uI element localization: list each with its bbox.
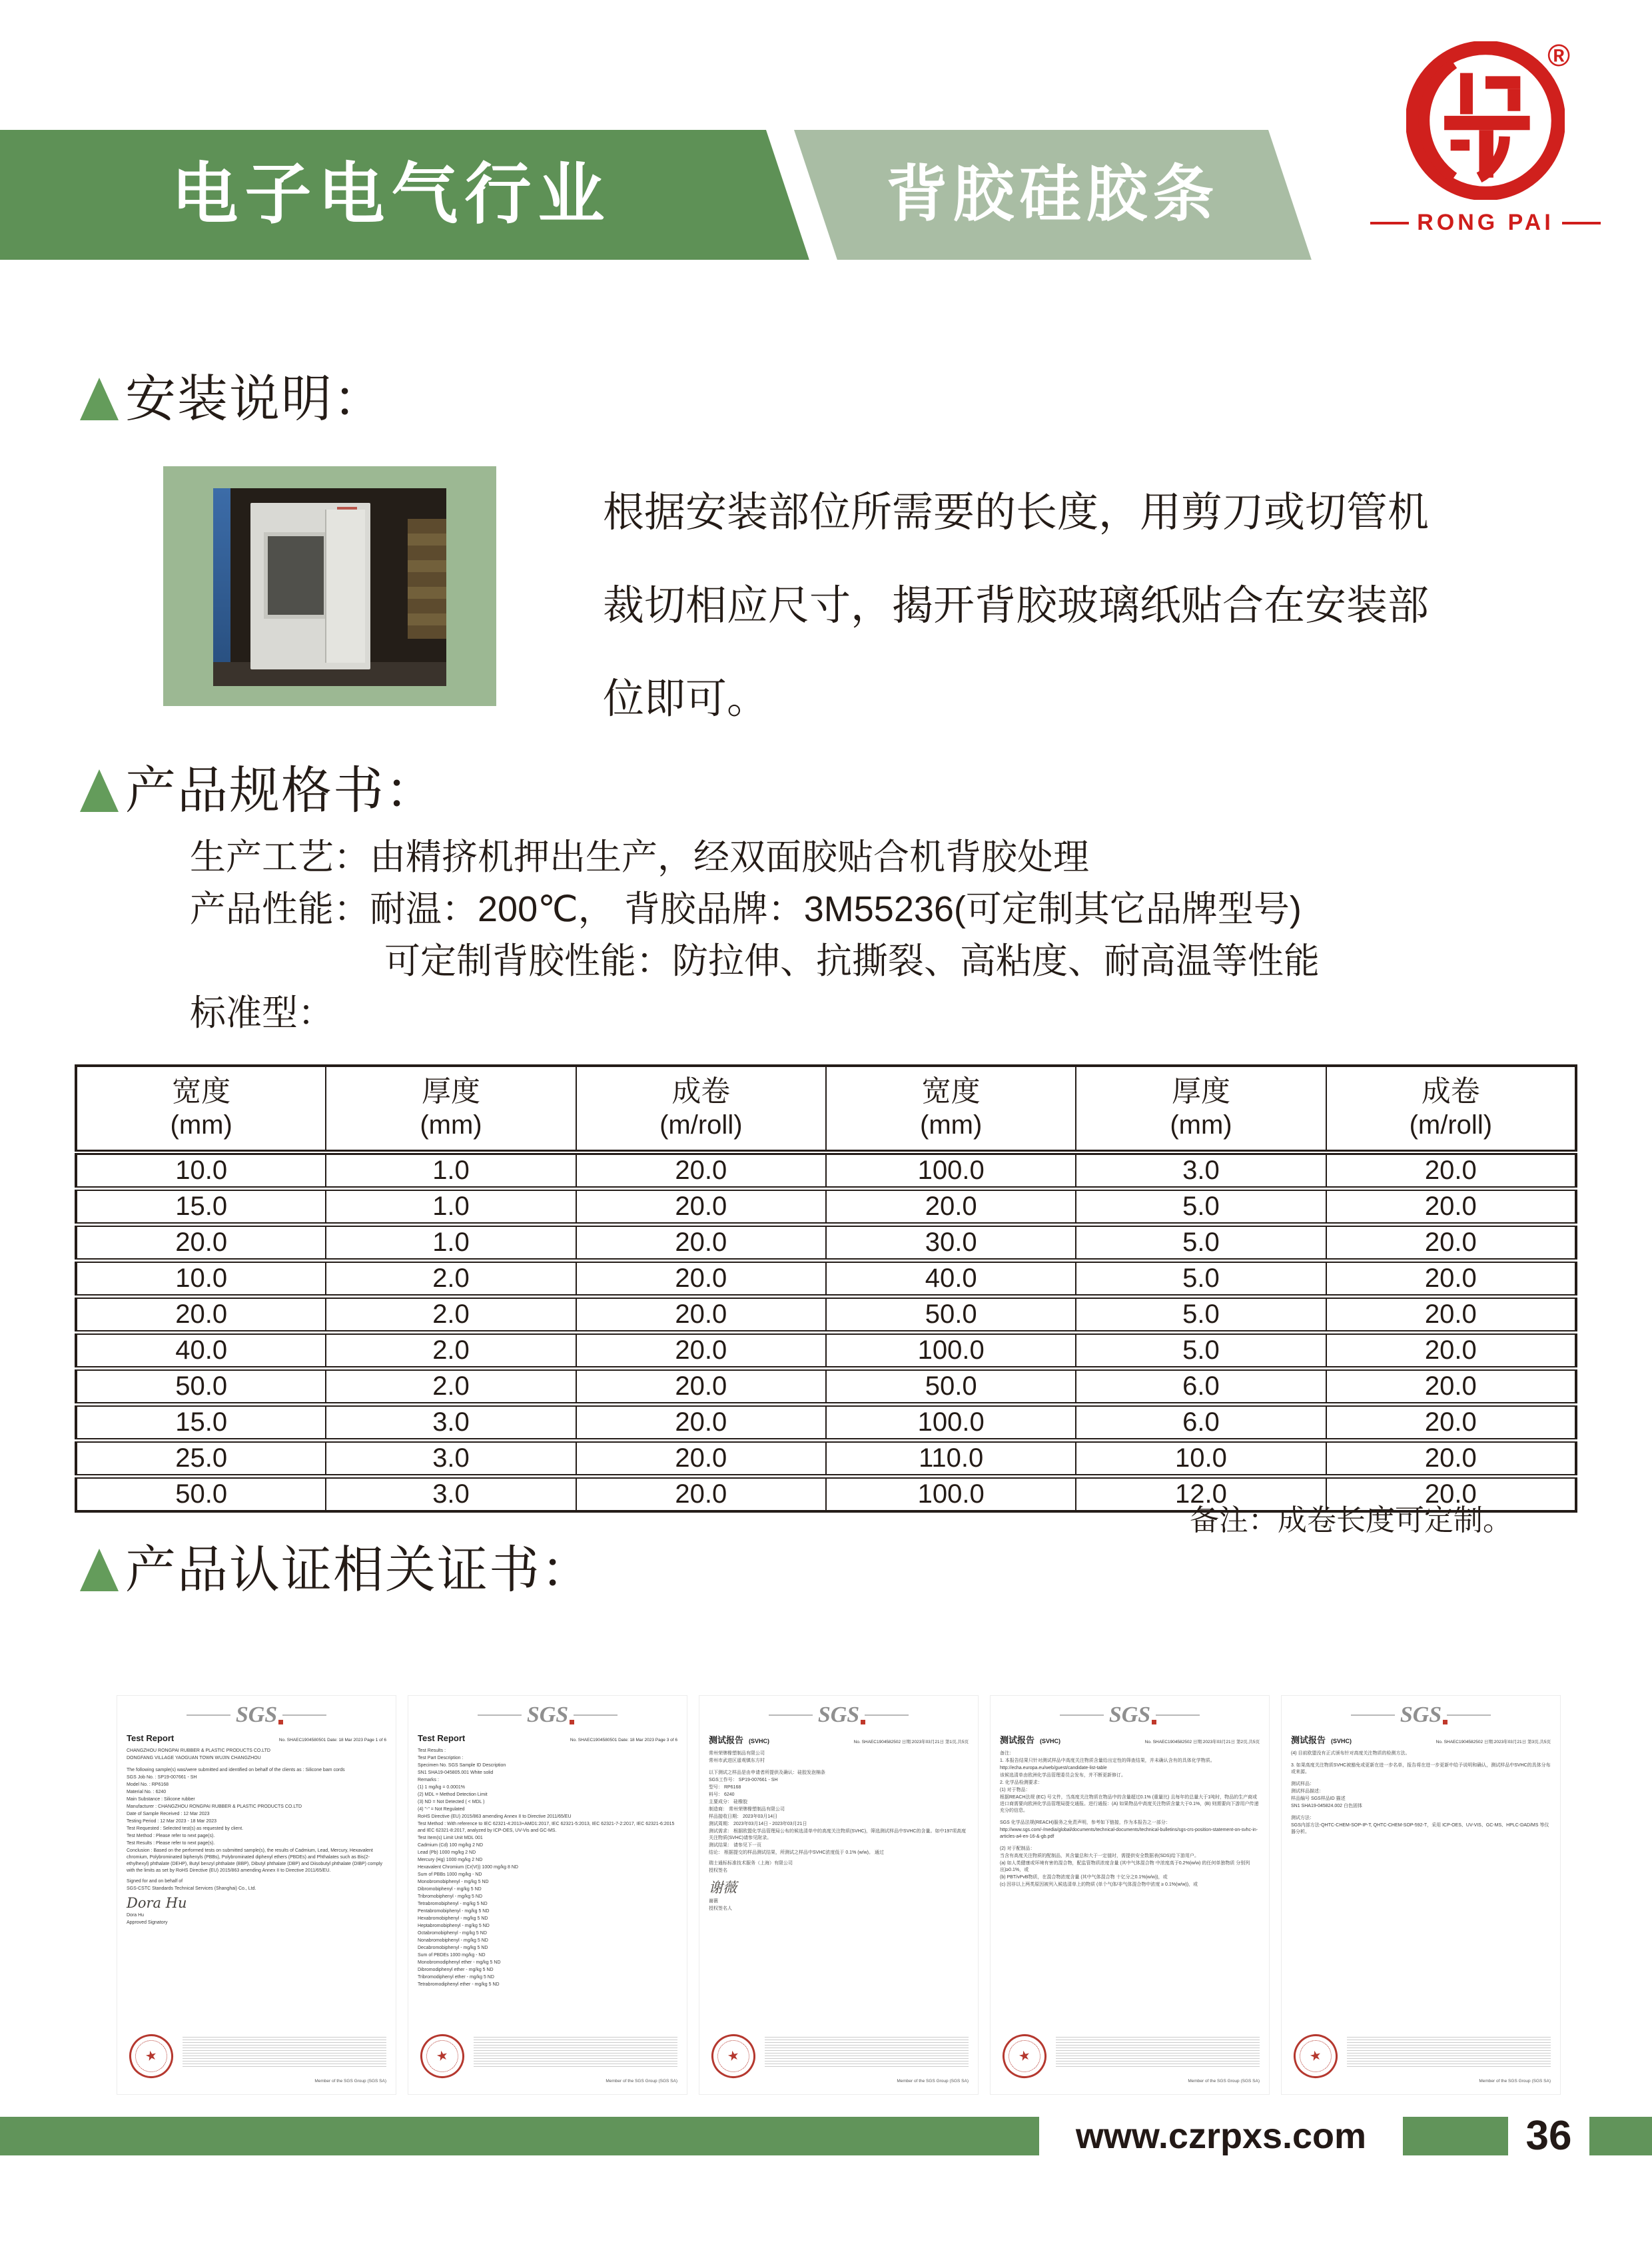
table-cell: 100.0	[826, 1477, 1076, 1512]
text-line: Test Part Description :	[418, 1756, 464, 1760]
text-line	[1000, 1841, 1260, 1845]
text-line: The following sample(s) was/were submitted and identified on behalf of the clients as : Silicone bam cords	[127, 1768, 345, 1772]
text-line: Specimen No. SGS Sample ID Description	[418, 1763, 506, 1768]
table-cell: 20.0	[1326, 1405, 1576, 1441]
text-line: 以下测试之样品是由申请者所提供及确认：硅胶发泡棉条	[709, 1770, 825, 1775]
spec-text	[190, 831, 1522, 1039]
text-line: SGS工作号： SP19-007661 - SH	[709, 1778, 778, 1782]
certificate-1	[117, 1695, 396, 2095]
fine-print	[765, 2037, 969, 2068]
table-cell: 1.0	[326, 1189, 576, 1225]
sgs-logo: SGS	[709, 1704, 969, 1726]
text-line: (4) 目前欧盟没有正式颁布针对高度关注物质的检测方法。	[1291, 1751, 1410, 1756]
table-cell: 2.0	[326, 1333, 576, 1369]
cert-footer	[127, 2030, 386, 2089]
text-line: 根据安装部位所需要的长度，用剪刀或切管机	[603, 490, 1430, 536]
cert-footer	[418, 2030, 677, 2089]
table-row	[76, 1297, 1576, 1333]
table-cell: 20.0	[76, 1225, 326, 1261]
table-row	[76, 1189, 1576, 1225]
text-line: http://echa.europa.eu/web/guest/candidate-list-table	[1000, 1766, 1107, 1770]
text-line: Tribromobiphenyl - mg/kg 5 ND	[418, 1894, 482, 1899]
text-line: Hexavalent Chromium (Cr(VI)) 1000 mg/kg 8 ND	[418, 1865, 518, 1870]
photo-blue-strip	[213, 488, 230, 686]
table-cell: 2.0	[326, 1261, 576, 1297]
rongpai-logo	[1369, 38, 1602, 236]
spec-line-performance: 产品性能：耐温：200℃， 背胶品牌：3M55236(可定制其它品牌型号)	[190, 889, 1302, 929]
text-line: (4) "-" = Not Regulated	[418, 1807, 465, 1812]
text-line: Manufacturer : CHANGZHOU RONGPAI RUBBER & PLASTIC PRODUCTS CO.LTD	[127, 1804, 302, 1809]
text-line: Sum of PBBs 1000 mg/kg - ND	[418, 1872, 482, 1877]
footer-bar-left	[0, 2117, 1039, 2155]
text-line: 1. 本报告结果只针对测试样品中高度关注物质含量给出定性的筛查结果，并未确认含有的具体化学物质。	[1000, 1758, 1215, 1763]
logo-dash-right	[1562, 222, 1601, 224]
table-cell: 5.0	[1076, 1189, 1326, 1225]
text-line: 测试方法：	[1291, 1816, 1314, 1820]
table-cell: 100.0	[826, 1333, 1076, 1369]
text-line: 料号： 6240	[709, 1792, 735, 1797]
table-row	[76, 1333, 1576, 1369]
fine-print	[1056, 2037, 1260, 2068]
table-cell: 20.0	[576, 1225, 826, 1261]
cert-title: Test Report	[127, 1733, 175, 1743]
table-cell: 3.0	[1076, 1152, 1326, 1189]
table-cell: 20.0	[1326, 1477, 1576, 1512]
text-line: 测试样品描述：	[1291, 1789, 1324, 1794]
text-line: http://www.sgs.com/-/media/global/documents/technical-documents/technical-bulletins/sgs-crs-position-statement-on-svhc-in-articles-a4-en-16-&-gb.pdf	[1000, 1828, 1258, 1839]
cert-meta: No. SHAEC1904582502 日期:2023年03月21日 第1页,共5页	[853, 1740, 969, 1744]
section-triangle-icon	[80, 1549, 119, 1591]
sgs-member-line: Member of the SGS Group (SGS SA)	[1188, 2079, 1260, 2083]
text-line: Signed for and on behalf of	[127, 1879, 183, 1884]
col-thickness-2: 厚度 (mm)	[1076, 1066, 1326, 1152]
sgs-stamp-icon: ★	[999, 2030, 1050, 2082]
text-line: 备注：	[1000, 1751, 1014, 1756]
text-line: SGS-CSTC Standards Technical Services (Shanghai) Co., Ltd.	[127, 1886, 256, 1891]
col-roll-1: 成卷 (m/roll)	[576, 1066, 826, 1152]
cert-body	[127, 1748, 386, 1874]
table-cell: 20.0	[576, 1405, 826, 1441]
section-triangle-icon	[80, 769, 119, 812]
text-line: 位即可。	[603, 676, 769, 722]
text-line: Monobromodiphenyl ether - mg/kg 5 ND	[418, 1960, 501, 1965]
text-line: SN1 SHA19-045824.002 白色固体	[1291, 1804, 1362, 1808]
table-cell: 20.0	[1326, 1189, 1576, 1225]
col-roll-2: 成卷 (m/roll)	[1326, 1066, 1576, 1152]
text-line: 测试样品：	[1291, 1782, 1314, 1786]
table-cell: 110.0	[826, 1441, 1076, 1477]
text-line: 瑞士通标标准技术服务（上海）有限公司	[709, 1861, 793, 1866]
table-cell: 50.0	[76, 1477, 326, 1512]
text-line: SGS Job No. : SP19-007661 - SH	[127, 1775, 197, 1780]
text-line: SGS内部方法-QHTC-CHEM-SOP-IP-T, QHTC-CHEM-SOP-592-T，采用 ICP-OES、UV-VIS、GC-MS、HPLC-DAD/MS 等仪器分析。	[1291, 1823, 1549, 1834]
table-cell: 20.0	[576, 1261, 826, 1297]
fine-print	[183, 2037, 386, 2068]
text-line: Dibromodiphenyl ether - mg/kg 5 ND	[418, 1968, 494, 1972]
text-line: Mercury (Hg) 1000 mg/kg 2 ND	[418, 1858, 483, 1862]
cert-signature-block	[709, 1860, 969, 1912]
sgs-member-line: Member of the SGS Group (SGS SA)	[606, 2079, 677, 2083]
table-cell: 2.0	[326, 1369, 576, 1405]
text-line: Date of Sample Received : 12 Mar 2023	[127, 1812, 210, 1816]
text-line	[709, 1765, 969, 1769]
text-line: 样品接收日期： 2023年03月14日	[709, 1814, 778, 1819]
table-cell: 50.0	[826, 1297, 1076, 1333]
text-line: Heptabromobiphenyl - mg/kg 5 ND	[418, 1924, 490, 1928]
install-photo	[213, 488, 446, 686]
text-line	[127, 1762, 386, 1766]
text-line: 3. 如果高度关注物质SVHC被豁免或更新在进一步名单，报告将在进一步更新中给予说明和确认，测试样品中SVHC的具体分布或来源。	[1291, 1763, 1551, 1774]
install-photo-frame	[163, 466, 496, 706]
cert-meta: No. SHAEC1904580501 Date: 18 Mar 2023 Page 1 of 6	[278, 1738, 386, 1742]
table-cell: 20.0	[76, 1297, 326, 1333]
table-cell: 20.0	[1326, 1225, 1576, 1261]
text-line: 主要成分： 硅橡胶	[709, 1800, 747, 1804]
brand-name: RONG PAI	[1417, 210, 1554, 235]
fine-print	[1347, 2037, 1551, 2068]
spec-table	[75, 1064, 1577, 1513]
table-cell: 12.0	[1076, 1477, 1326, 1512]
text-line: (1) 对于物品：	[1000, 1788, 1031, 1792]
table-row	[76, 1369, 1576, 1405]
text-line: 根据REACH法规 (EC) 号文件，当高度关注物质在物品中的含量超过0.1% (重量比) 且每年的总量大于1吨时，物品的生产商或进口商需要向欧洲化学品管理局提交通报。进行通报：(A) 如果物品中高度关注物质含量大于0.1%，(B) 则需要向下游用户传递充分的信息。	[1000, 1795, 1259, 1813]
table-row	[76, 1405, 1576, 1441]
text-line: Test Method : Please refer to next page(s).	[127, 1834, 215, 1838]
table-cell: 1.0	[326, 1225, 576, 1261]
text-line: Tetrabromodiphenyl ether - mg/kg 5 ND	[418, 1982, 500, 1987]
cert-meta: No. SHAEC1904580501 Date: 18 Mar 2023 Page 3 of 6	[570, 1738, 677, 1742]
text-line: (2) MDL = Method Detection Limit	[418, 1792, 488, 1797]
text-line: (3) ND = Not Detected ( < MDL )	[418, 1800, 485, 1804]
table-cell: 5.0	[1076, 1261, 1326, 1297]
text-line: (2) 对于配制品：	[1000, 1846, 1035, 1851]
text-line: 授权签名	[709, 1868, 727, 1873]
spec-line-process: 生产工艺：由精挤机押出生产，经双面胶贴合机背胶处理	[190, 837, 1089, 877]
text-line: DONGFANG VILLAGE YAOGUAN TOWN WUJIN CHANGZHOU	[127, 1756, 261, 1760]
text-line: 型号： RP6168	[709, 1785, 741, 1790]
table-row	[76, 1261, 1576, 1297]
install-paragraph	[603, 466, 1535, 746]
text-line: Testing Period : 12 Mar 2023 - 18 Mar 2023	[127, 1819, 217, 1824]
sgs-stamp-icon: ★	[1290, 2030, 1342, 2082]
sgs-logo: SGS	[1000, 1704, 1260, 1726]
text-line: CHANGZHOU RONGPAI RUBBER & PLASTIC PRODUCTS CO.LTD	[127, 1748, 270, 1753]
sgs-member-line: Member of the SGS Group (SGS SA)	[1479, 2079, 1551, 2083]
cert-body	[418, 1748, 677, 1988]
table-cell: 6.0	[1076, 1405, 1326, 1441]
table-cell: 40.0	[826, 1261, 1076, 1297]
text-line: Test Results : Please refer to next page(s).	[127, 1841, 215, 1846]
text-line: Dora Hu	[127, 1913, 145, 1918]
text-line: (1) 1 mg/kg = 0.0001%	[418, 1785, 466, 1790]
sgs-logo: SGS	[127, 1704, 386, 1726]
table-cell: 10.0	[1076, 1441, 1326, 1477]
registered-mark: ®	[1547, 38, 1570, 73]
footer-bar-middle	[1403, 2117, 1508, 2155]
text-line: Test Item(s) Limit Unit MDL 001	[418, 1836, 483, 1840]
table-cell: 15.0	[76, 1189, 326, 1225]
text-line: (b) PBT/vPvB物质，在混合物浓度含量 (其中气体混合物 十亿分之0.1%(w/w))，或	[1000, 1875, 1168, 1880]
certificate-5: SGS 测试报告 (SVHC) No. SHAEC1904582502 日期:2023年03月21日 第3页,共5页 (4) 目前欧盟没有正式颁布针对高度关注物质的检测方法。 3. 如果高度关注物质SVHC被豁免或更新在进一步名单，报告将在进一步更新中给予说明和确认，测试样品中SVHC的具体分布或来源。 测试样品： 测试样品描述： 样品编号 SGS样品ID 描述 SN1 SHA19-045824.002 白色固体 测试方法： SGS内部方法-QHTC-CHEM-SOP-IP-T, QHTC-CHEM-SOP-592-T，采用 ICP-OES、UV-VIS、GC-MS、HPLC-DAD/MS 等仪器分析。 ★ Member of the SGS Group (SGS SA)	[1281, 1695, 1561, 2095]
cert-footer	[709, 2030, 969, 2089]
header-right-banner	[794, 130, 1312, 260]
table-cell: 50.0	[826, 1369, 1076, 1405]
logo-wordmark	[1369, 210, 1602, 236]
text-line: 常州市武进区遥观镇东方村	[709, 1758, 765, 1763]
col-width-1: 宽度 (mm)	[76, 1066, 326, 1152]
industry-title: 电子电气行业	[171, 157, 612, 232]
table-cell: 20.0	[576, 1477, 826, 1512]
table-cell: 40.0	[76, 1333, 326, 1369]
sgs-logo: SGS	[1291, 1704, 1551, 1726]
table-row	[76, 1441, 1576, 1477]
certificate-4: SGS 测试报告 (SVHC) No. SHAEC1904582502 日期:2023年03月21日 第2页,共5页 备注： 1. 本报告结果只针对测试样品中高度关注物质含量给出定性的筛查结果，并未确认含有的具体化学物质。 http://echa.europa.eu/web/guest/candidate-list-table 该候选清单由欧洲化学品管理委员会发布，并不断更新修订。 2. 化学品检测要求： (1) 对于物品： 根据REACH法规 (EC) 号文件，当高度关注物质在物品中的含量超过0.1% (重量比) 且每年的总量大于1吨时，物品的生产商或进口商需要向欧洲化学品管理局提交通报。进行通报：(A) 如果物品中高度关注物质含量大于0.1%，(B) 则需要向下游用户传递充分的信息。 SGS 化学品法规(REACH)服务之免责声明，参考如下链接，作为本报告之一部分： http://www.sgs.com/-/media/global/documents/technical-documents/technical-bulletins/sgs-crs-position-statement-on-svhc-in-articles-a4-en-16-&-gb.pdf (2) 对于配制品： 当含有高度关注物质的配制品，其含量总和大于一定值时，需提供安全数据表(SDS)给下游用户。 (a) 如人类健康或环境有害的混合物，配监管物质浓度含量 (其中气体混合物 中浓度高于0.2%(w/w) 的任何单独物质 分别列出)≥0.1%，或 (b) PBT/vPvB物质，在混合物浓度含量 (其中气体混合物 十亿分之0.1%(w/w))，或 (c) 因非以上两类原因被列入候选清单上的物质 (单个气体/非气体混合物中浓度 ≥ 0.1%(w/w))，或 ★ Member of the SGS Group (SGS SA)	[990, 1695, 1270, 2095]
text-line: 制造商： 常州荣牌橡塑制品有限公司	[709, 1807, 785, 1812]
table-cell: 5.0	[1076, 1225, 1326, 1261]
product-title: 背胶硅胶条	[886, 161, 1220, 228]
text-line: Monobromobiphenyl - mg/kg 5 ND	[418, 1880, 489, 1884]
sgs-stamp-icon: ★	[416, 2030, 468, 2082]
text-line: Remarks :	[418, 1778, 439, 1782]
table-cell: 3.0	[326, 1441, 576, 1477]
table-row	[76, 1152, 1576, 1189]
page-number: 36	[1525, 2113, 1572, 2159]
header-left-banner	[0, 130, 809, 260]
text-line: 测试结果： 请参见下一页	[709, 1843, 761, 1848]
text-line: SN1 SHA19-045805.001 White solid	[418, 1770, 494, 1775]
sgs-stamp-icon: ★	[125, 2030, 177, 2082]
text-line: Sum of PBDEs 1000 mg/kg - ND	[418, 1953, 486, 1958]
text-line	[1000, 1815, 1260, 1819]
text-line	[1291, 1776, 1551, 1780]
cert-title: 测试报告	[1000, 1735, 1035, 1745]
table-cell: 1.0	[326, 1152, 576, 1189]
photo-cabinet-door	[325, 510, 365, 663]
text-line: Conclusion : Based on the performed tests on submitted sample(s), the results of Cadmium, Lead, Mercury, Hexavalent chromium, Polybrominated biphenyls (PBBs), Polybrominated diphenyl ethers (PBDEs) and Phthalates such as Bis(2-ethylhexyl) phthalate (DEHP), Butyl benzyl phthalate (BBP), Dibutyl phthalate (DBP) and Diisobutyl phthalate (DIBP) comply with the limits as set by RoHS Directive (EU) 2015/863 amending Annex II to Directive 2011/65/EU.	[127, 1848, 383, 1873]
cert-body	[1000, 1750, 1260, 1888]
cert-signature-block	[127, 1878, 386, 1926]
sgs-logo: SGS	[418, 1704, 677, 1726]
table-cell: 20.0	[1326, 1441, 1576, 1477]
table-cell: 15.0	[76, 1405, 326, 1441]
text-line: 样品编号 SGS样品ID 描述	[1291, 1796, 1346, 1801]
section-triangle-icon	[80, 378, 119, 420]
spec-line-custom: 可定制背胶性能：防拉伸、抗撕裂、高粘度、耐高温等性能	[384, 941, 1320, 981]
text-line: Cadmium (Cd) 100 mg/kg 2 ND	[418, 1843, 484, 1848]
table-cell: 10.0	[76, 1261, 326, 1297]
text-line: Pentabromobiphenyl - mg/kg 5 ND	[418, 1909, 490, 1914]
table-cell: 20.0	[1326, 1333, 1576, 1369]
cert-body	[1291, 1750, 1551, 1836]
text-line: 测试需求： 根据欧盟化学品管理局公布的候选清单中的高度关注物质(SVHC)，筛选测试样品中SVHC的含量。如中197项高度关注物质(SVHC)请参见附录。	[709, 1829, 967, 1840]
cert-section-title: 产品认证相关证书：	[80, 1529, 593, 1602]
cert-body	[709, 1750, 969, 1856]
logo-dash-left	[1370, 222, 1409, 224]
table-cell: 30.0	[826, 1225, 1076, 1261]
table-cell: 20.0	[1326, 1369, 1576, 1405]
certificate-2	[408, 1695, 687, 2095]
text-line: 当含有高度关注物质的配制品，其含量总和大于一定值时，需提供安全数据表(SDS)给下游用户。	[1000, 1854, 1200, 1858]
sgs-member-line: Member of the SGS Group (SGS SA)	[314, 2079, 386, 2083]
text-line: Tribromodiphenyl ether - mg/kg 5 ND	[418, 1975, 494, 1980]
footer-website: www.czrpxs.com	[1075, 2116, 1367, 2156]
cert-meta: No. SHAEC1904582502 日期:2023年03月21日 第2页,共5页	[1144, 1740, 1260, 1744]
table-cell: 20.0	[826, 1189, 1076, 1225]
text-line: Nonabromobiphenyl - mg/kg 5 ND	[418, 1938, 488, 1943]
photo-cabinet-window	[264, 532, 328, 619]
cert-title: 测试报告	[1291, 1735, 1326, 1745]
table-cell: 20.0	[576, 1369, 826, 1405]
table-cell: 20.0	[1326, 1152, 1576, 1189]
signature: Dora Hu	[127, 1895, 187, 1911]
table-cell: 20.0	[576, 1152, 826, 1189]
text-line: 裁切相应尺寸，揭开背胶玻璃纸贴合在安装部	[603, 583, 1430, 629]
table-cell: 25.0	[76, 1441, 326, 1477]
table-cell: 5.0	[1076, 1333, 1326, 1369]
text-line: Test Results :	[418, 1748, 446, 1753]
text-line: 测试周期： 2023年03月14日 - 2023年03月21日	[709, 1822, 807, 1826]
spec-table-body	[76, 1152, 1576, 1511]
text-line: 该候选清单由欧洲化学品管理委员会发布，并不断更新修订。	[1000, 1773, 1126, 1778]
table-cell: 20.0	[1326, 1261, 1576, 1297]
photo-crates	[408, 519, 446, 639]
footer-bar-right	[1589, 2117, 1652, 2155]
rongpai-emblem-icon	[1406, 38, 1570, 200]
text-line: Dibromobiphenyl - mg/kg 5 ND	[418, 1887, 482, 1892]
cert-footer	[1291, 2030, 1551, 2089]
table-note: 备注：成卷长度可定制。	[1190, 1504, 1512, 1537]
text-line: Hexabromobiphenyl - mg/kg 5 ND	[418, 1916, 488, 1921]
text-line: SGS 化学品法规(REACH)服务之免责声明，参考如下链接，作为本报告之一部分：	[1000, 1820, 1170, 1825]
table-cell: 20.0	[576, 1189, 826, 1225]
certificate-3: SGS 测试报告 (SVHC) No. SHAEC1904582502 日期:2023年03月21日 第1页,共5页 常州荣牌橡塑制品有限公司 常州市武进区遥观镇东方村 以下测试之样品是由申请者所提供及确认：硅胶发泡棉条 SGS工作号： SP19-007661 - SH 型号： RP6168 料号： 6240 主要成分： 硅橡胶 制造商： 常州荣牌橡塑制品有限公司 样品接收日期： 2023年03月14日 测试周期： 2023年03月14日 - 2023年03月21日 测试需求： 根据欧盟化学品管理局公布的候选清单中的高度关注物质(SVHC)，筛选测试样品中SVHC的含量。如中197项高度关注物质(SVHC)请参见附录。 测试结果： 请参见下一页 结论： 根据提交的样品测试结果，所测试之样品中SVHC浓度低于 0.1% (w/w)。 通过 瑞士通标标准技术服务（上海）有限公司 授权签名 谢薇 谢薇 授权签名人 ★ Member of the SGS Group (SGS SA)	[699, 1695, 979, 2095]
table-cell: 20.0	[576, 1333, 826, 1369]
table-cell: 3.0	[326, 1405, 576, 1441]
install-section-title: 安装说明：	[80, 358, 385, 431]
text-line: (a) 如人类健康或环境有害的混合物，配监管物质浓度含量 (其中气体混合物 中浓度高于0.2%(w/w) 的任何单独物质 分别列出)≥0.1%，或	[1000, 1861, 1250, 1872]
text-line: Octabromobiphenyl - mg/kg 5 ND	[418, 1931, 487, 1936]
table-cell: 6.0	[1076, 1369, 1326, 1405]
fine-print	[474, 2037, 677, 2068]
table-cell: 3.0	[326, 1477, 576, 1512]
text-line: 常州荣牌橡塑制品有限公司	[709, 1751, 765, 1756]
text-line: 结论： 根据提交的样品测试结果，所测试之样品中SVHC浓度低于 0.1% (w/w)。 通过	[709, 1850, 884, 1855]
table-cell: 20.0	[576, 1441, 826, 1477]
text-line: 2. 化学品检测要求：	[1000, 1780, 1042, 1785]
sgs-stamp-icon: ★	[707, 2030, 759, 2082]
photo-cabinet	[250, 503, 370, 669]
sgs-member-line: Member of the SGS Group (SGS SA)	[897, 2079, 969, 2083]
text-line: Test Requested : Selected test(s) as requested by client.	[127, 1826, 244, 1831]
table-cell: 100.0	[826, 1405, 1076, 1441]
table-cell: 5.0	[1076, 1297, 1326, 1333]
table-cell: 10.0	[76, 1152, 326, 1189]
text-line: RoHS Directive (EU) 2015/863 amending Annex II to Directive 2011/65/EU	[418, 1814, 572, 1819]
cert-meta: No. SHAEC1904582502 日期:2023年03月21日 第3页,共5页	[1436, 1740, 1551, 1744]
text-line: (c) 因非以上两类原因被列入候选清单上的物质 (单个气体/非气体混合物中浓度 ≥ 0.1%(w/w))，或	[1000, 1882, 1198, 1887]
text-line: Material No. : 6240	[127, 1790, 167, 1794]
text-line	[1291, 1758, 1551, 1762]
table-cell: 20.0	[1326, 1297, 1576, 1333]
text-line: Approved Signatory	[127, 1920, 168, 1925]
text-line: Tetrabromobiphenyl - mg/kg 5 ND	[418, 1902, 488, 1906]
text-line: Lead (Pb) 1000 mg/kg 2 ND	[418, 1850, 476, 1855]
table-row	[76, 1225, 1576, 1261]
text-line: Test Method : With reference to IEC 62321-4:2013+AMD1:2017, IEC 62321-5:2013, IEC 62321-7-2:2017, IEC 62321-6:2015 and IEC 62321-8:2017, analyzed by ICP-OES, UV-Vis and GC-MS.	[418, 1822, 675, 1833]
text-line: 谢薇	[709, 1899, 718, 1904]
spec-line-standard: 标准型：	[190, 993, 334, 1033]
col-thickness-1: 厚度 (mm)	[326, 1066, 576, 1152]
table-cell: 20.0	[576, 1297, 826, 1333]
cert-footer	[1000, 2030, 1260, 2089]
text-line	[1291, 1810, 1551, 1814]
text-line: 授权签名人	[709, 1906, 732, 1911]
text-line: Decabromobiphenyl - mg/kg 5 ND	[418, 1946, 488, 1950]
spec-table-header	[76, 1066, 1576, 1152]
text-line: Main Substance : Silicone rubber	[127, 1797, 195, 1802]
table-cell: 100.0	[826, 1152, 1076, 1189]
text-line: Model No. : RP6168	[127, 1782, 169, 1787]
cert-title: 测试报告	[709, 1735, 744, 1745]
table-cell: 50.0	[76, 1369, 326, 1405]
cert-title: Test Report	[418, 1733, 466, 1743]
col-width-2: 宽度 (mm)	[826, 1066, 1076, 1152]
signature: 谢薇	[709, 1880, 737, 1896]
spec-section-title: 产品规格书：	[80, 750, 437, 823]
table-cell: 2.0	[326, 1297, 576, 1333]
